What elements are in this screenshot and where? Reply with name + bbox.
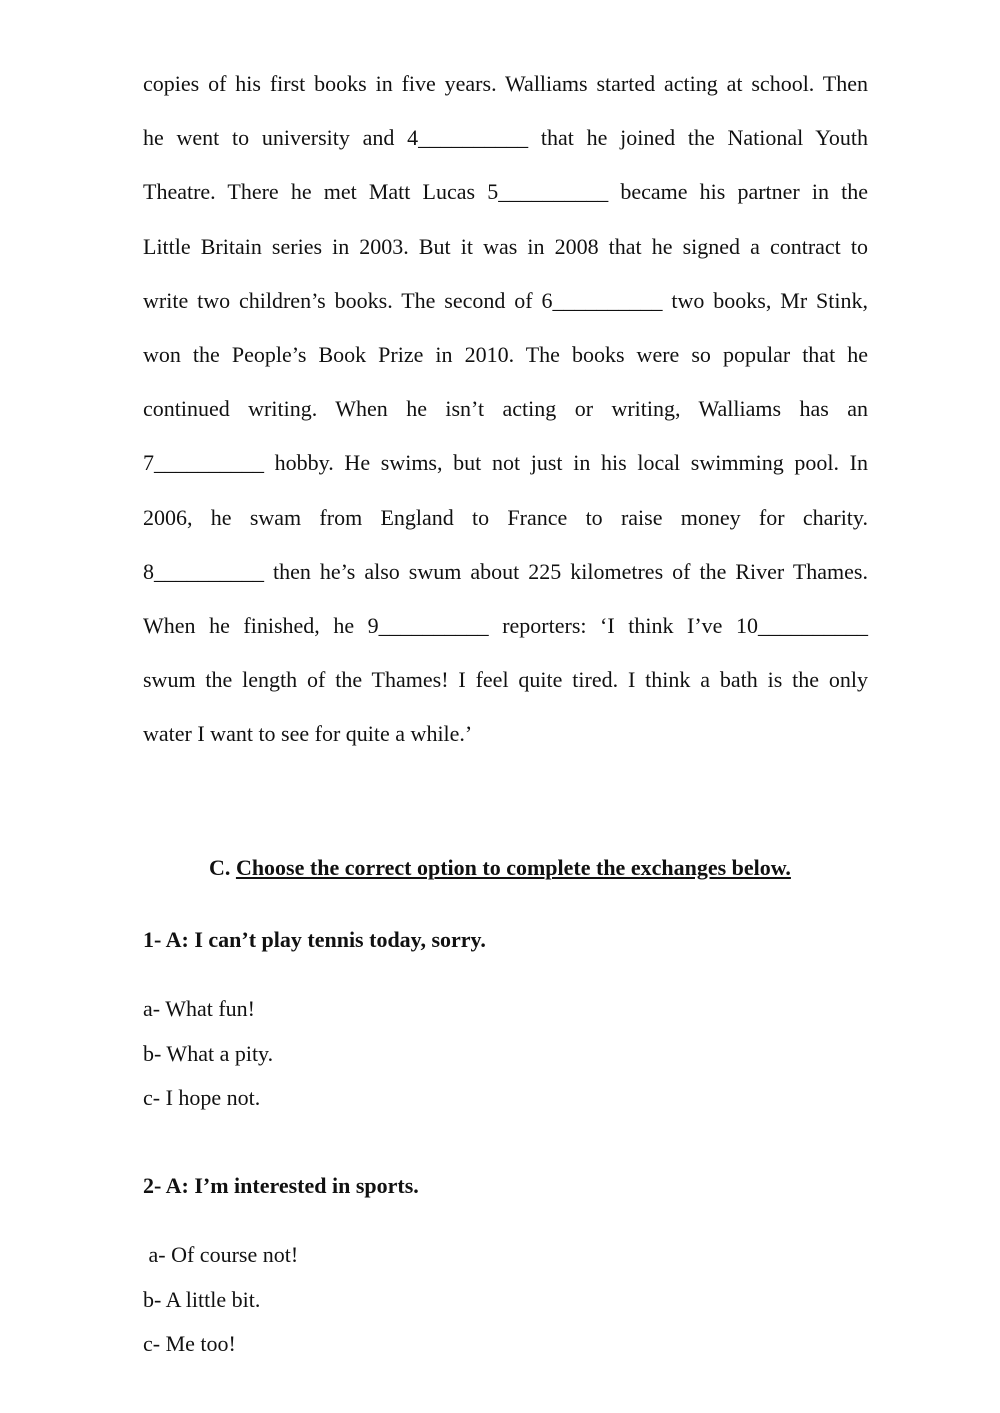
- passage-line: he went to university and 4__________ that he joined the National Youth: [143, 125, 868, 151]
- section-instruction: Choose the correct option to complete the exchanges below.: [235, 855, 791, 880]
- section-c-heading: [0, 853, 1000, 883]
- reading-passage: [143, 66, 868, 770]
- passage-line: 2006, he swam from England to France to raise money for charity.: [143, 504, 868, 530]
- answer-option[interactable]: a- Of course not!: [143, 1242, 299, 1267]
- passage-line: Little Britain series in 2003. But it was in 2008 that he signed a contract to: [143, 233, 868, 259]
- answer-option[interactable]: c- I hope not.: [143, 1085, 261, 1110]
- answer-option[interactable]: a- What fun!: [143, 996, 255, 1021]
- passage-line: continued writing. When he isn’t acting or writing, Walliams has an: [143, 396, 868, 422]
- answer-option[interactable]: c- Me too!: [143, 1331, 236, 1356]
- passage-line: write two children’s books. The second of 6__________ two books, Mr Stink,: [143, 287, 868, 313]
- passage-line: Theatre. There he met Matt Lucas 5__________ became his partner in the: [143, 179, 868, 205]
- question-prompt: 2- A: I’m interested in sports.: [143, 1173, 419, 1198]
- passage-line: 7__________ hobby. He swims, but not just in his local swimming pool. In: [143, 450, 868, 476]
- passage-line: copies of his first books in five years. Walliams started acting at school. Then: [143, 71, 868, 96]
- passage-line: water I want to see for quite a while.’: [143, 721, 473, 747]
- answer-option[interactable]: b- A little bit.: [143, 1287, 261, 1312]
- passage-line: 8__________ then he’s also swum about 225 kilometres of the River Thames.: [143, 558, 868, 584]
- section-letter: C.: [209, 855, 231, 880]
- question-prompt: 1- A: I can’t play tennis today, sorry.: [143, 927, 486, 952]
- passage-line: When he finished, he 9__________ reporters: ‘I think I’ve 10__________: [143, 612, 868, 638]
- passage-line: won the People’s Book Prize in 2010. The books were so popular that he: [143, 341, 868, 367]
- passage-line: swum the length of the Thames! I feel quite tired. I think a bath is the only: [143, 667, 868, 693]
- answer-option[interactable]: b- What a pity.: [143, 1041, 274, 1066]
